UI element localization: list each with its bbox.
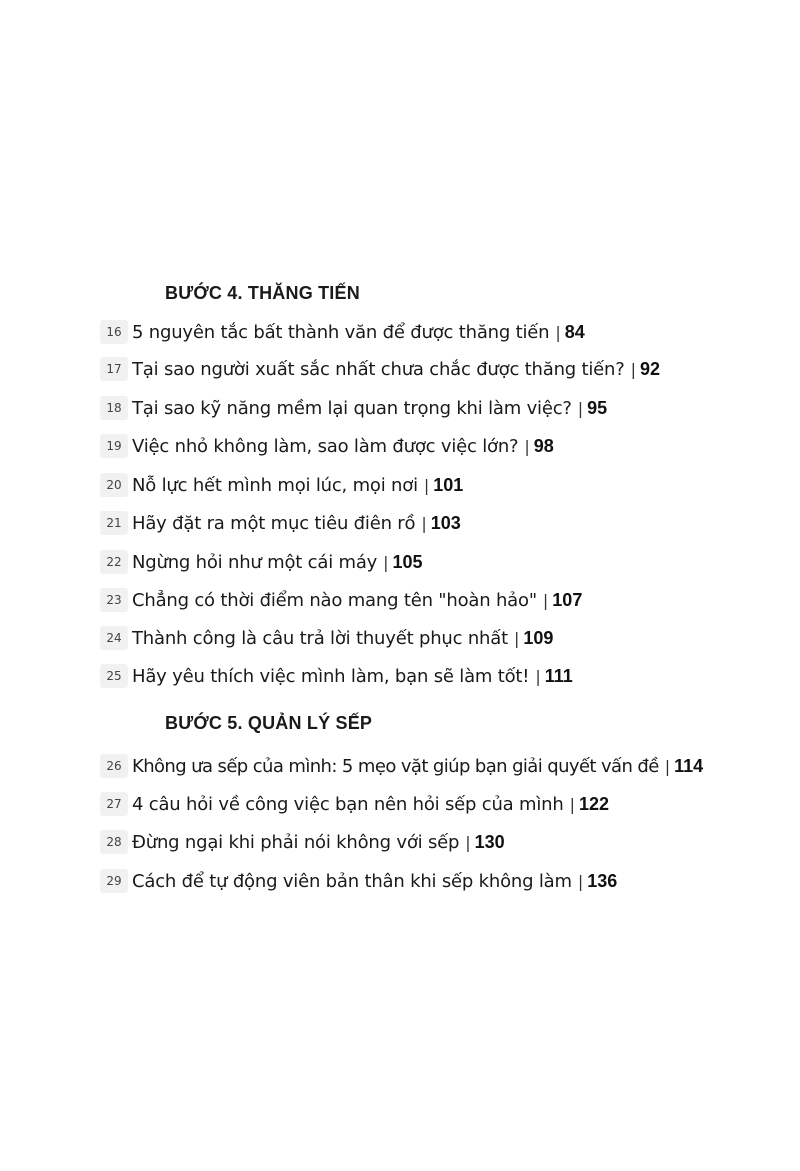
- entry-number: 19: [100, 434, 128, 458]
- entry-title: Chẳng có thời điểm nào mang tên "hoàn hảo": [132, 589, 537, 611]
- entry-separator: |: [383, 552, 389, 572]
- entry-page: 130: [474, 831, 505, 852]
- entry-separator: |: [535, 666, 541, 686]
- entry-number: 26: [100, 754, 128, 778]
- entry-separator: |: [577, 871, 584, 891]
- entry-separator: |: [423, 475, 430, 495]
- entry-separator: |: [555, 322, 561, 342]
- entry-title: Thành công là câu trả lời thuyết phục nhất: [132, 627, 508, 649]
- entry-page: 107: [552, 589, 583, 610]
- entry-page: 98: [533, 435, 554, 456]
- entry-number: 29: [100, 869, 128, 893]
- entry-title: Hãy yêu thích việc mình làm, bạn sẽ làm tốt!: [132, 665, 530, 687]
- entry-page: 84: [564, 321, 585, 342]
- entry-title: 5 nguyên tắc bất thành văn để được thăng tiến: [132, 321, 550, 343]
- entry-number: 22: [100, 550, 128, 574]
- entry-number: 27: [100, 792, 128, 816]
- toc-entry: [100, 752, 703, 780]
- entry-separator: |: [524, 436, 530, 456]
- entry-title: Ngừng hỏi như một cái máy: [132, 551, 378, 573]
- entry-number: 18: [100, 396, 128, 420]
- entry-page: 95: [587, 397, 608, 418]
- entry-number: 23: [100, 588, 128, 612]
- entry-title: Không ưa sếp của mình: 5 mẹo vặt giúp bạn giải quyết vấn đề: [132, 755, 659, 777]
- entry-title: Nỗ lực hết mình mọi lúc, mọi nơi: [132, 474, 418, 496]
- toc-entry: [100, 662, 573, 690]
- toc-entry: [100, 355, 660, 383]
- toc-entry: [100, 394, 607, 422]
- entry-number: 21: [100, 511, 128, 535]
- section-title-step-5: BƯỚC 5. QUẢN LÝ SẾP: [165, 713, 373, 733]
- entry-separator: |: [664, 756, 671, 776]
- entry-page: 103: [430, 512, 461, 533]
- toc-entry: [100, 548, 423, 576]
- entry-number: 20: [100, 473, 128, 497]
- entry-title: Hãy đặt ra một mục tiêu điên rồ: [132, 512, 416, 534]
- toc-entry: [100, 624, 553, 652]
- toc-entry: [100, 586, 582, 614]
- entry-page: 109: [523, 627, 554, 648]
- entry-separator: |: [513, 628, 520, 648]
- entry-number: 16: [100, 320, 128, 344]
- entry-separator: |: [569, 794, 575, 814]
- toc-entry: [100, 509, 461, 537]
- entry-title: Tại sao kỹ năng mềm lại quan trọng khi làm việc?: [132, 397, 572, 419]
- section-title-step-4: BƯỚC 4. THĂNG TIẾN: [165, 283, 360, 303]
- entry-separator: |: [577, 398, 584, 418]
- entry-number: 24: [100, 626, 128, 650]
- entry-number: 25: [100, 664, 128, 688]
- toc-entry: [100, 318, 585, 346]
- entry-page: 92: [640, 358, 661, 379]
- entry-page: 111: [544, 665, 573, 686]
- entry-page: 105: [392, 551, 423, 572]
- entry-page: 136: [587, 870, 618, 891]
- entry-number: 17: [100, 357, 128, 381]
- entry-page: 101: [433, 474, 464, 495]
- toc-entry: [100, 432, 554, 460]
- entry-page: 122: [578, 793, 610, 814]
- entry-separator: |: [421, 513, 427, 533]
- entry-title: 4 câu hỏi về công việc bạn nên hỏi sếp của mình: [132, 793, 564, 815]
- entry-title: Việc nhỏ không làm, sao làm được việc lớn?: [132, 435, 519, 457]
- entry-title: Đừng ngại khi phải nói không với sếp: [132, 831, 460, 853]
- toc-entry: [100, 867, 617, 895]
- entry-title: Tại sao người xuất sắc nhất chưa chắc được thăng tiến?: [132, 358, 625, 380]
- entry-page: 114: [674, 755, 704, 776]
- entry-separator: |: [630, 359, 637, 379]
- entry-separator: |: [465, 832, 471, 852]
- entry-title: Cách để tự động viên bản thân khi sếp không làm: [132, 870, 572, 892]
- toc-entry: [100, 828, 505, 856]
- toc-entry: [100, 790, 609, 818]
- entry-number: 28: [100, 830, 128, 854]
- toc-entry: [100, 471, 463, 499]
- entry-separator: |: [542, 590, 549, 610]
